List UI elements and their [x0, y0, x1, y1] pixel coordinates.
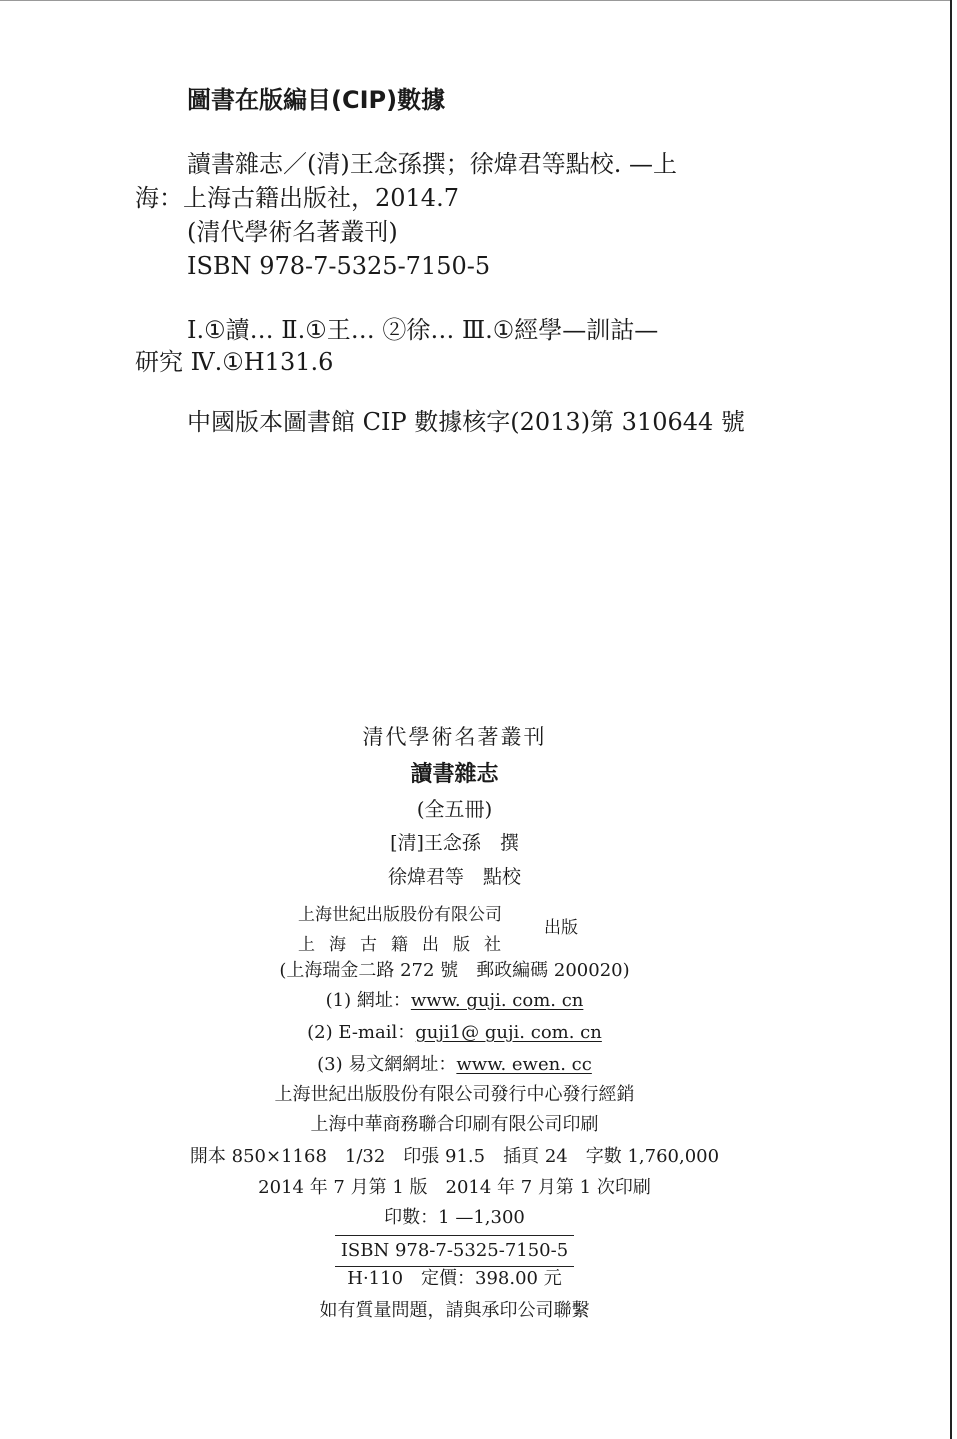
cip-line-3: (清代學術名著叢刊) [187, 218, 398, 246]
page-top-edge [0, 0, 952, 1]
printer-line: 上海中華商務聯合印刷有限公司印刷 [310, 1114, 599, 1135]
email-line [0, 1020, 909, 1046]
author-line: [清]王念孫 撰 [390, 832, 519, 854]
ewen-website-link[interactable]: www. ewen. cc [456, 1054, 592, 1075]
specs-line: 開本 850×1168 1/32 印張 91.5 插頁 24 字數 1,760,000 [189, 1146, 720, 1167]
website-link[interactable]: www. guji. com. cn [410, 990, 584, 1011]
publisher-suffix: 出版 [544, 918, 578, 938]
isbn-row [0, 1235, 909, 1267]
cip-line-7: 中國版本圖書館 CIP 數據核字(2013)第 310644 號 [187, 408, 745, 436]
volume-count: (全五冊) [416, 797, 493, 821]
cip-line-1: 讀書雜志／(清)王念孫撰；徐煒君等點校. —上 [187, 150, 677, 178]
notice-line: 如有質量問題，請與承印公司聯繫 [319, 1300, 590, 1321]
cip-line-2: 海：上海古籍出版社，2014.7 [135, 184, 459, 212]
ewen-website-label: (3) 易文網網址： [317, 1054, 457, 1075]
publisher-name: 上海古籍出版社 [298, 935, 515, 955]
cip-line-4: ISBN 978-7-5325-7150-5 [187, 252, 491, 280]
website-label: (1) 網址： [325, 990, 411, 1011]
book-title: 讀書雜志 [410, 762, 499, 787]
edition-line: 2014 年 7 月第 1 版 2014 年 7 月第 1 次印刷 [258, 1177, 651, 1198]
cip-line-6: 研究 Ⅳ.①H131.6 [135, 348, 334, 376]
series-name: 清代學術名著叢刊 [362, 725, 547, 749]
editor-line: 徐煒君等 點校 [387, 866, 521, 888]
distributor-line: 上海世紀出版股份有限公司發行中心發行經銷 [274, 1084, 635, 1105]
email-link[interactable]: guji1@ guji. com. cn [415, 1022, 602, 1043]
ewen-website-line [0, 1052, 909, 1078]
publisher-block [298, 900, 618, 956]
publisher-group-name: 上海世紀出版股份有限公司 [298, 905, 502, 925]
page-right-edge [950, 0, 952, 1439]
cip-line-5: Ⅰ.①讀… Ⅱ.①王… ②徐… Ⅲ.①經學—訓詁— [187, 316, 659, 344]
print-run-line: 印數：1 —1,300 [384, 1207, 525, 1228]
address-line: (上海瑞金二路 272 號 郵政編碼 200020) [279, 960, 630, 981]
email-label: (2) E-mail： [307, 1022, 416, 1043]
cip-title: 圖書在版編目(CIP)數據 [187, 86, 446, 114]
isbn-box: ISBN 978-7-5325-7150-5 [335, 1235, 574, 1267]
price-line: H·110 定價：398.00 元 [347, 1268, 562, 1289]
website-line [0, 988, 909, 1014]
